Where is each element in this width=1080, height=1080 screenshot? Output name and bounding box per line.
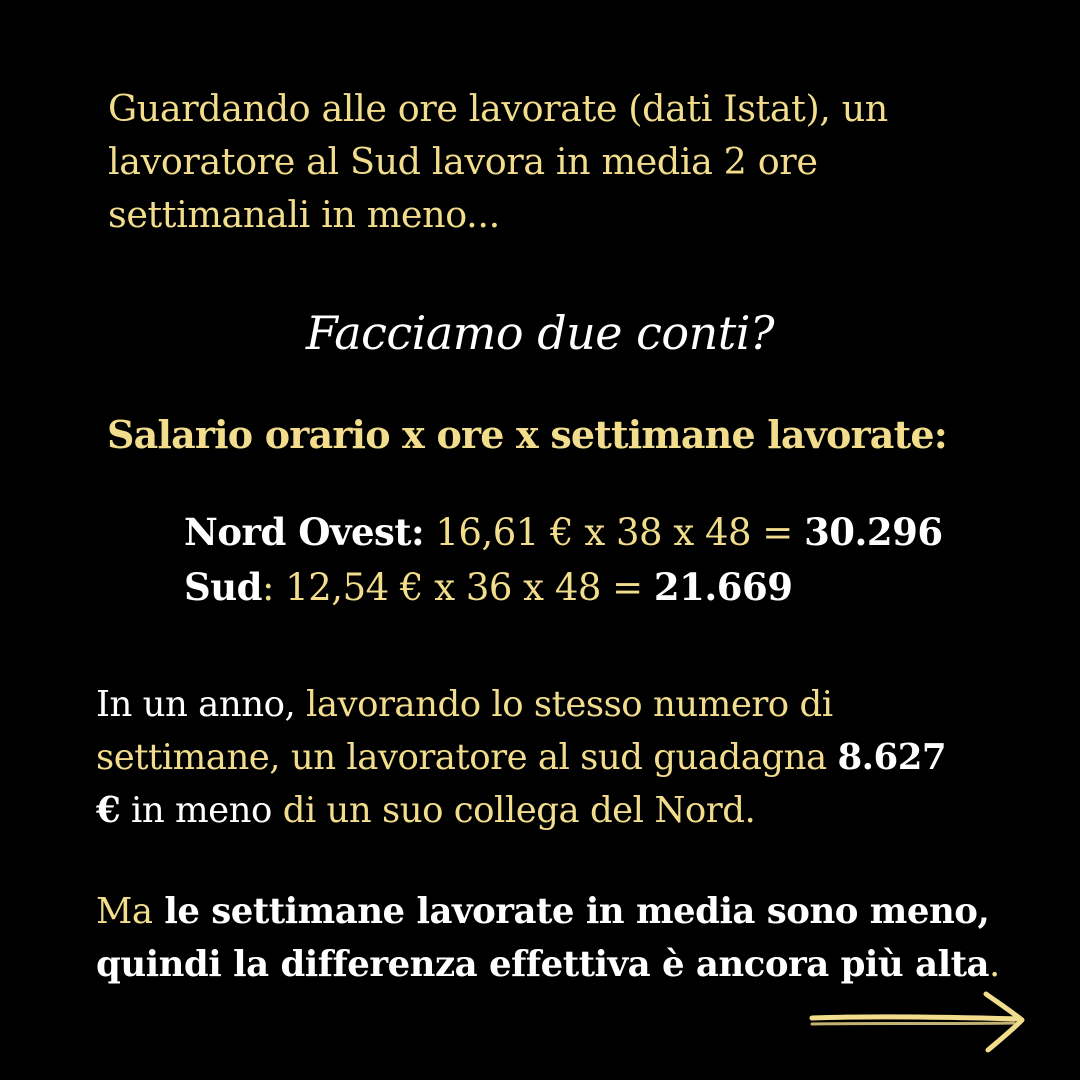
paragraph-line — [96, 678, 996, 731]
text-segment: Ma — [96, 891, 153, 932]
text-segment: in meno — [120, 790, 283, 831]
text-segment: di un suo collega del Nord. — [282, 790, 756, 831]
intro-line-2: lavoratore al Sud lavora in media 2 ore — [108, 140, 818, 183]
calc-result-sud: 21.669 — [653, 565, 793, 609]
calc-expression-sud: 12,54 € x 36 x 48 = — [273, 566, 654, 609]
conclusion-paragraph — [96, 885, 1000, 991]
calc-separator: : — [410, 510, 425, 554]
calc-expression-nord-ovest: 16,61 € x 38 x 48 = — [424, 511, 805, 554]
text-segment: lavorando lo stesso numero di — [295, 684, 833, 725]
calc-result-nord-ovest: 30.296 — [804, 510, 943, 554]
text-segment: . — [988, 944, 1000, 985]
text-segment: quindi la differenza effettiva è ancora più alta — [96, 944, 989, 985]
intro-line-3: settimanali in meno... — [108, 193, 500, 236]
region-label-nord-ovest: Nord Ovest — [184, 510, 411, 554]
paragraph-line — [96, 885, 996, 938]
text-segment: settimane, un lavoratore al sud guadagna — [96, 737, 838, 778]
question-heading: Facciamo due conti? — [305, 306, 775, 360]
calculations — [184, 505, 943, 615]
region-label-sud: Sud — [184, 565, 262, 609]
calc-row-nord-ovest — [184, 505, 943, 560]
intro-line-1: Guardando alle ore lavorate (dati Istat), un — [108, 87, 888, 130]
euro-sign: € — [96, 790, 121, 831]
difference-amount: 8.627 — [837, 737, 947, 778]
annual-difference-paragraph — [96, 678, 996, 837]
intro-text — [108, 82, 1008, 241]
formula-title: Salario orario x ore x settimane lavorate: — [107, 412, 947, 457]
paragraph-line — [96, 784, 996, 837]
text-segment: le settimane lavorate in media sono meno, — [152, 891, 990, 932]
arrow-right-icon[interactable] — [808, 990, 1030, 1060]
calc-separator: : — [262, 566, 274, 609]
calc-row-sud — [184, 560, 943, 615]
paragraph-line — [96, 731, 996, 784]
paragraph-line — [96, 938, 1000, 991]
text-segment: In un anno, — [96, 684, 296, 725]
